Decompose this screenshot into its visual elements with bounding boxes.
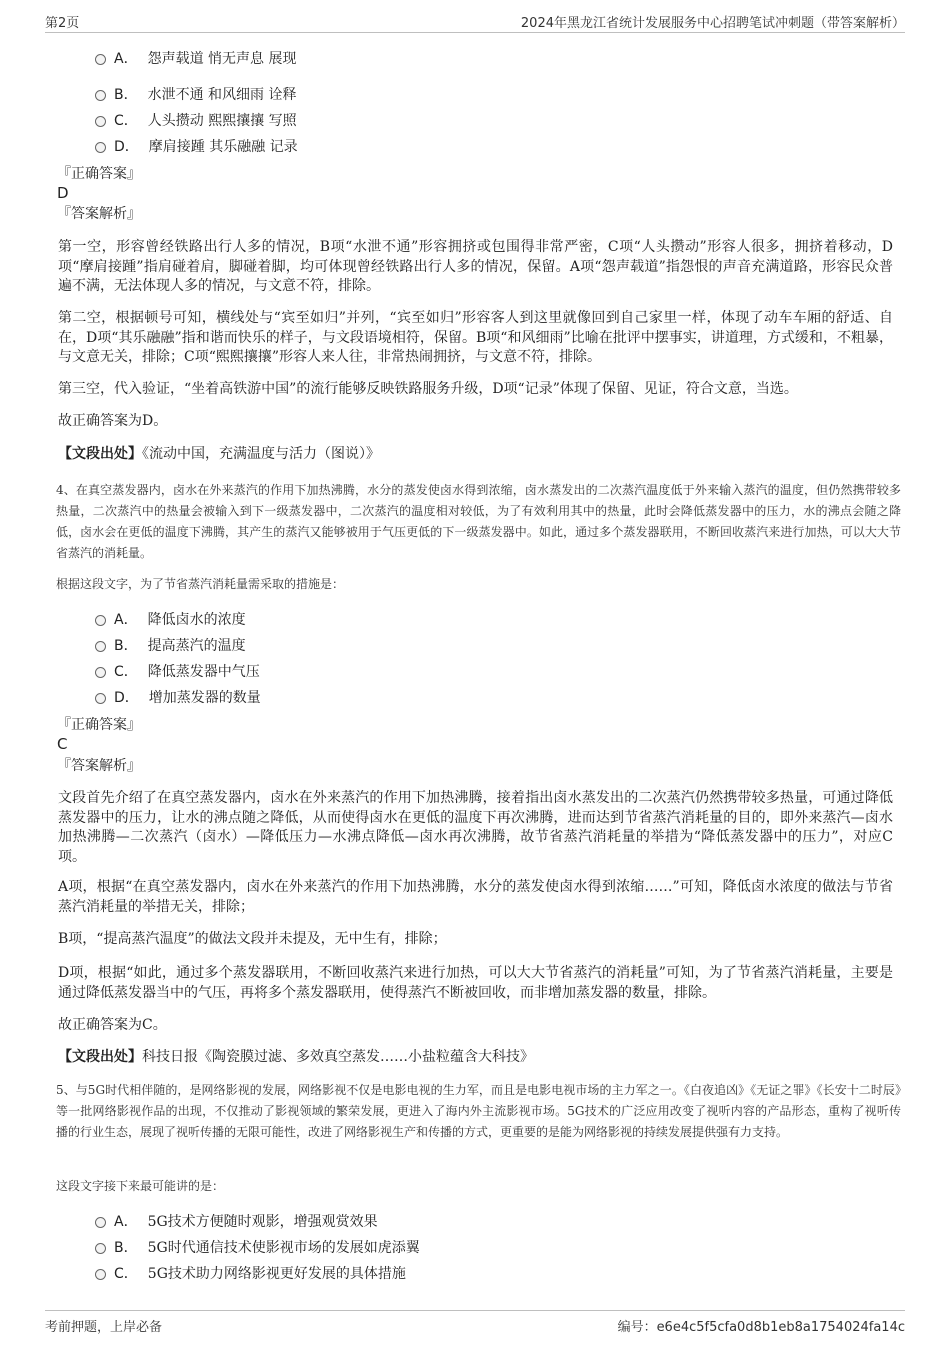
option-letter: B． [114,1240,138,1256]
question-prompt: 根据这段文字，为了节省蒸汽消耗量需采取的措施是： [56,577,345,591]
source-line [58,1048,893,1068]
q5-option-b[interactable] [95,1239,420,1257]
page-footer [45,1310,905,1335]
option-letter: A． [114,51,138,67]
option-letter: C． [114,664,138,680]
radio-icon[interactable] [95,142,106,153]
source-text: 科技日报《陶瓷膜过滤、多效真空蒸发……小盐粒蕴含大科技》 [142,1049,534,1065]
option-text: 降低卤水的浓度 [147,612,246,628]
option-text: 水泄不通 和风细雨 诠释 [147,87,297,103]
source-label: 【文段出处】 [58,446,142,462]
q5-option-c[interactable] [95,1265,406,1283]
radio-icon[interactable] [95,693,106,704]
radio-icon[interactable] [95,1269,106,1280]
option-letter: D． [114,690,139,706]
radio-icon[interactable] [95,116,106,127]
radio-icon[interactable] [95,667,106,678]
option-letter: A． [114,612,138,628]
question-stem: 5、与5G时代相伴随的，是网络影视的发展，网络影视不仅是电影电视的生力军，而且是电影电视市场的主力军之一。《白夜追凶》《无证之罪》《长安十二时辰》等一批网络影视作品的出现，不仅推动了影视领域的繁荣发展，更进入了海内外主流影视市场。5G技术的广泛应用改变了视听内容的产品形态，重构了视听传播的行业生态，展现了视听传播的无限可能性，改进了网络影视生产和传播的方式，更重要的是能为网络影视的持续发展提供强有力支持。 [56,1083,901,1139]
page-header [45,10,905,33]
question-stem: 4、在真空蒸发器内，卤水在外来蒸汽的作用下加热沸腾，水分的蒸发使卤水得到浓缩，卤水蒸发出的二次蒸汽温度低于外来输入蒸汽的温度，但仍然携带较多热量，二次蒸汽中的热量会被输入到下一级蒸发器中，二次蒸汽的温度相对较低，为了有效利用其中的热量，此时会降低蒸发器中的压力，水的沸点会随之降低，卤水会在更低的温度下沸腾，其产生的蒸汽又能够被用于气压更低的下一级蒸发器中。如此，通过多个蒸发器联用，不断回收蒸汽来进行加热，可以大大节省蒸汽的消耗量。 [56,483,901,560]
option-letter: B． [114,87,138,103]
option-text: 降低蒸发器中气压 [147,664,260,680]
analysis-paragraph: 第二空，根据顿号可知，横线处与“宾至如归”并列，“宾至如归”形容客人到这里就像回到自己家里一样，体现了动车车厢的舒适、自在，D项“其乐融融”指和谐而快乐的样子，与文段语境相符，保留。B项“和风细雨”比喻在批评中摆事实，讲道理，方式缓和，不粗暴，与文意无关，排除；C项“熙熙攘攘”形容人来人往，非常热闹拥挤，与文意不符，排除。 [58,310,893,365]
option-text: 人头攒动 熙熙攘攘 写照 [147,113,297,129]
analysis-paragraph: D项，根据“如此，通过多个蒸发器联用，不断回收蒸汽来进行加热，可以大大节省蒸汽的消耗量”可知，为了节省蒸汽消耗量，主要是通过降低蒸发器当中的气压，再将多个蒸发器联用，使得蒸汽不断被回收，而非增加蒸发器的数量，排除。 [58,965,893,1001]
analysis-paragraph: 文段首先介绍了在真空蒸发器内，卤水在外来蒸汽的作用下加热沸腾，接着指出卤水蒸发出的二次蒸汽仍然携带较多热量，可通过降低蒸发器中的压力，让水的沸点随之降低，从而使得卤水在更低的温度下再次沸腾，进而达到节省蒸汽消耗量的目的，即外来蒸汽—卤水加热沸腾—二次蒸汽（卤水）—降低压力—水沸点降低—卤水再次沸腾，故节省蒸汽消耗量的举措为“降低蒸发器中的压力”，对应C项。 [58,790,893,865]
document-title: 2024年黑龙江省统计发展服务中心招聘笔试冲刺题（带答案解析） [520,16,905,31]
source-text: 《流动中国，充满温度与活力（图说）》 [142,446,380,462]
radio-icon[interactable] [95,90,106,101]
analysis-paragraph: 第三空，代入验证，“坐着高铁游中国”的流行能够反映铁路服务升级，D项“记录”体现了保留、见证，符合文意，当选。 [58,381,798,397]
analysis-paragraph: 故正确答案为C。 [58,1017,167,1033]
q3-option-b[interactable] [95,86,297,104]
question-prompt: 这段文字接下来最可能讲的是： [56,1179,225,1193]
radio-icon[interactable] [95,641,106,652]
option-letter: B． [114,638,138,654]
q4-option-c[interactable] [95,663,260,681]
q3-option-d[interactable] [95,138,298,156]
analysis-label: 『答案解析』 [57,206,141,222]
radio-icon[interactable] [95,54,106,65]
q3-option-a[interactable] [95,50,296,68]
option-text: 摩肩接踵 其乐融融 记录 [148,139,298,155]
answer-value: D [57,184,69,202]
option-text: 提高蒸汽的温度 [147,638,246,654]
option-letter: C． [114,113,138,129]
answer-label: 『正确答案』 [57,166,141,182]
option-letter: C． [114,1266,138,1282]
footer-serial: 编号：e6e4c5f5cfa0d8b1eb8a1754024fa14c [617,1320,905,1335]
option-text: 5G时代通信技术使影视市场的发展如虎添翼 [147,1240,420,1256]
option-letter: D． [114,139,139,155]
footer-slogan: 考前押题，上岸必备 [45,1320,163,1335]
option-text: 增加蒸发器的数量 [148,690,261,706]
answer-value: C [57,735,68,753]
radio-icon[interactable] [95,1217,106,1228]
q3-option-c[interactable] [95,112,297,130]
q5-option-a[interactable] [95,1213,378,1231]
option-text: 怨声载道 悄无声息 展现 [147,51,297,67]
answer-label: 『正确答案』 [57,717,141,733]
q4-option-d[interactable] [95,689,261,707]
radio-icon[interactable] [95,1243,106,1254]
q4-option-a[interactable] [95,611,246,629]
option-text: 5G技术助力网络影视更好发展的具体措施 [147,1266,406,1282]
analysis-paragraph: 故正确答案为D。 [58,413,168,429]
analysis-label: 『答案解析』 [57,758,141,774]
analysis-paragraph: A项，根据“在真空蒸发器内，卤水在外来蒸汽的作用下加热沸腾，水分的蒸发使卤水得到浓缩……”可知，降低卤水浓度的做法与节省蒸汽消耗量的举措无关，排除； [58,879,893,915]
option-letter: A． [114,1214,138,1230]
source-label: 【文段出处】 [58,1049,142,1065]
option-text: 5G技术方便随时观影，增强观赏效果 [147,1214,378,1230]
radio-icon[interactable] [95,615,106,626]
analysis-paragraph: B项，“提高蒸汽温度”的做法文段并未提及，无中生有，排除； [58,931,447,947]
q4-option-b[interactable] [95,637,246,655]
analysis-paragraph: 第一空，形容曾经铁路出行人多的情况，B项“水泄不通”形容拥挤或包围得非常严密，C项“人头攒动”形容人很多，拥挤着移动，D项“摩肩接踵”指肩碰着肩，脚碰着脚，均可体现曾经铁路出行人多的情况，保留。A项“怨声载道”指怨恨的声音充满道路，形容民众普遍不满，无法体现人多的情况，与文意不符，排除。 [58,239,893,294]
source-line [58,445,893,465]
page-number: 第2页 [45,16,80,31]
